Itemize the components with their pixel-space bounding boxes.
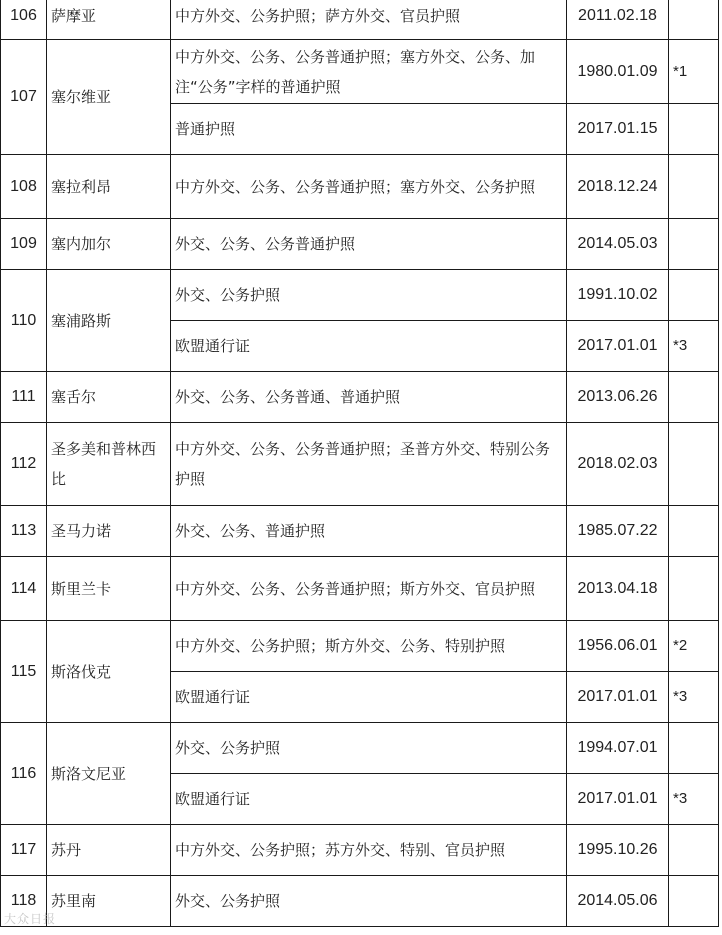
effective-date: 2011.02.18 xyxy=(567,0,669,40)
row-number: 113 xyxy=(1,506,47,557)
passport-type: 中方外交、公务、公务普通护照；塞方外交、公务护照 xyxy=(171,155,567,219)
passport-type: 中方外交、公务、公务普通护照；圣普方外交、特别公务护照 xyxy=(171,423,567,506)
table-row xyxy=(1,423,719,506)
row-number: 110 xyxy=(1,270,47,372)
row-number: 109 xyxy=(1,219,47,270)
effective-date: 1980.01.09 xyxy=(567,40,669,104)
table-row xyxy=(1,0,719,40)
note-mark xyxy=(669,155,719,219)
country-name: 塞拉利昂 xyxy=(47,155,171,219)
passport-type: 中方外交、公务护照；萨方外交、官员护照 xyxy=(171,0,567,40)
row-number: 118 xyxy=(1,876,47,927)
effective-date: 2018.12.24 xyxy=(567,155,669,219)
row-number: 111 xyxy=(1,372,47,423)
country-name: 苏丹 xyxy=(47,825,171,876)
passport-type: 欧盟通行证 xyxy=(171,774,567,825)
note-mark xyxy=(669,372,719,423)
effective-date: 1956.06.01 xyxy=(567,621,669,672)
passport-type: 外交、公务护照 xyxy=(171,723,567,774)
effective-date: 2018.02.03 xyxy=(567,423,669,506)
passport-type: 外交、公务、公务普通护照 xyxy=(171,219,567,270)
effective-date: 2013.04.18 xyxy=(567,557,669,621)
note-mark xyxy=(669,270,719,321)
effective-date: 2017.01.01 xyxy=(567,774,669,825)
table-row xyxy=(1,219,719,270)
table-row xyxy=(1,825,719,876)
note-mark: *1 xyxy=(669,40,719,104)
table-row xyxy=(1,876,719,927)
table-row xyxy=(1,40,719,104)
note-mark xyxy=(669,219,719,270)
note-mark xyxy=(669,723,719,774)
row-number: 112 xyxy=(1,423,47,506)
passport-type: 外交、公务、普通护照 xyxy=(171,506,567,557)
effective-date: 2017.01.01 xyxy=(567,672,669,723)
table-row xyxy=(1,372,719,423)
country-name: 斯洛文尼亚 xyxy=(47,723,171,825)
effective-date: 1991.10.02 xyxy=(567,270,669,321)
effective-date: 2014.05.03 xyxy=(567,219,669,270)
passport-type: 普通护照 xyxy=(171,104,567,155)
passport-type: 外交、公务、公务普通、普通护照 xyxy=(171,372,567,423)
watermark: 大众日报 xyxy=(4,912,57,926)
country-name: 圣多美和普林西比 xyxy=(47,423,171,506)
table-row xyxy=(1,155,719,219)
effective-date: 1995.10.26 xyxy=(567,825,669,876)
passport-type: 中方外交、公务护照；斯方外交、公务、特别护照 xyxy=(171,621,567,672)
country-name: 塞舌尔 xyxy=(47,372,171,423)
row-number: 106 xyxy=(1,0,47,40)
effective-date: 2017.01.01 xyxy=(567,321,669,372)
row-number: 108 xyxy=(1,155,47,219)
passport-type: 欧盟通行证 xyxy=(171,321,567,372)
table-row xyxy=(1,621,719,672)
effective-date: 2017.01.15 xyxy=(567,104,669,155)
passport-type: 外交、公务护照 xyxy=(171,270,567,321)
country-name: 苏里南 xyxy=(47,876,171,927)
note-mark xyxy=(669,557,719,621)
passport-type: 外交、公务护照 xyxy=(171,876,567,927)
passport-type: 中方外交、公务、公务普通护照；塞方外交、公务、加注“公务”字样的普通护照 xyxy=(171,40,567,104)
country-name: 萨摩亚 xyxy=(47,0,171,40)
country-name: 塞内加尔 xyxy=(47,219,171,270)
note-mark xyxy=(669,423,719,506)
note-mark: *3 xyxy=(669,321,719,372)
effective-date: 1994.07.01 xyxy=(567,723,669,774)
country-name: 斯里兰卡 xyxy=(47,557,171,621)
country-name: 圣马力诺 xyxy=(47,506,171,557)
note-mark xyxy=(669,876,719,927)
country-name: 塞浦路斯 xyxy=(47,270,171,372)
note-mark xyxy=(669,104,719,155)
table-row xyxy=(1,506,719,557)
row-number: 115 xyxy=(1,621,47,723)
effective-date: 1985.07.22 xyxy=(567,506,669,557)
passport-type: 中方外交、公务护照；苏方外交、特别、官员护照 xyxy=(171,825,567,876)
note-mark xyxy=(669,0,719,40)
row-number: 107 xyxy=(1,40,47,155)
effective-date: 2013.06.26 xyxy=(567,372,669,423)
row-number: 114 xyxy=(1,557,47,621)
note-mark: *2 xyxy=(669,621,719,672)
row-number: 117 xyxy=(1,825,47,876)
passport-type: 欧盟通行证 xyxy=(171,672,567,723)
passport-type: 中方外交、公务、公务普通护照；斯方外交、官员护照 xyxy=(171,557,567,621)
note-mark xyxy=(669,825,719,876)
note-mark: *3 xyxy=(669,672,719,723)
row-number: 116 xyxy=(1,723,47,825)
country-name: 斯洛伐克 xyxy=(47,621,171,723)
table-row xyxy=(1,557,719,621)
effective-date: 2014.05.06 xyxy=(567,876,669,927)
country-name: 塞尔维亚 xyxy=(47,40,171,155)
table-row xyxy=(1,270,719,321)
note-mark: *3 xyxy=(669,774,719,825)
note-mark xyxy=(669,506,719,557)
table-row xyxy=(1,723,719,774)
